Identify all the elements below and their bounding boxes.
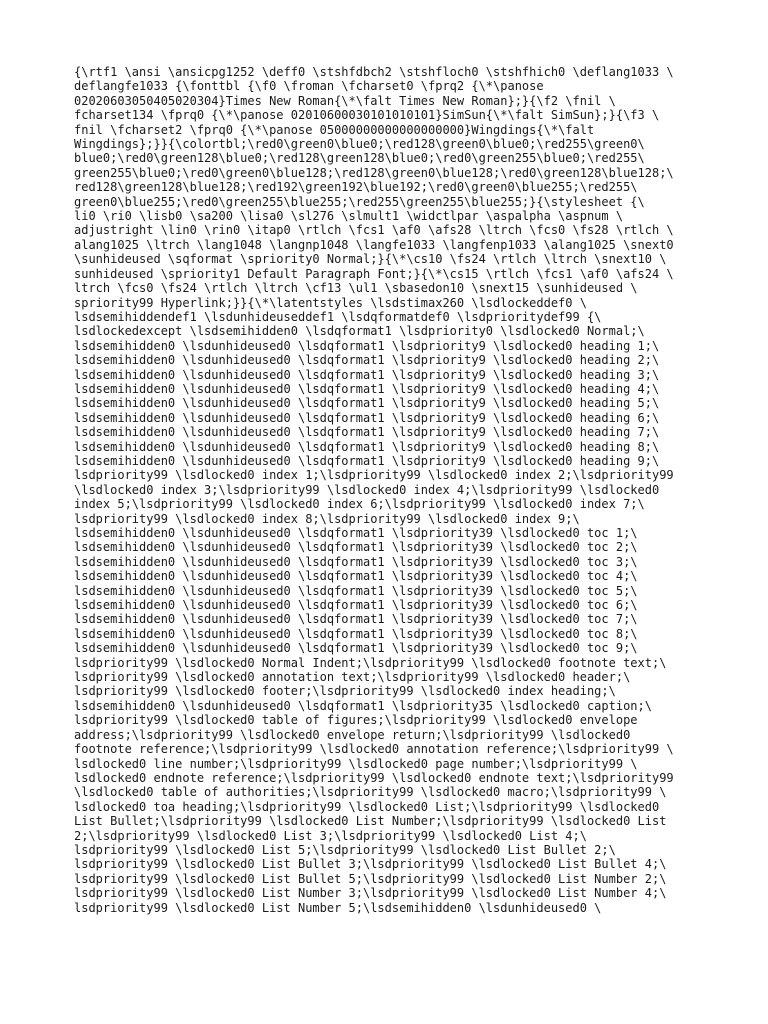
text-line: List Bullet;\lsdpriority99 \lsdlocked0 List Number;\lsdpriority99 \lsdlocked0 List [74, 814, 667, 829]
text-line: lsdsemihidden0 \lsdunhideused0 \lsdqformat1 \lsdpriority9 \lsdlocked0 heading 8;\ [74, 439, 660, 454]
text-line: index 5;\lsdpriority99 \lsdlocked0 index 6;\lsdpriority99 \lsdlocked0 index 7;\ [74, 497, 645, 512]
text-line: lsdpriority99 \lsdlocked0 List Number 3;\lsdpriority99 \lsdlocked0 List Number 4;\ [74, 886, 667, 901]
text-line: lsdsemihidden0 \lsdunhideused0 \lsdqformat1 \lsdpriority9 \lsdlocked0 heading 7;\ [74, 425, 660, 440]
text-line: lsdsemihidden0 \lsdunhideused0 \lsdqformat1 \lsdpriority39 \lsdlocked0 toc 2;\ [74, 540, 638, 555]
text-line: lsdsemihidden0 \lsdunhideused0 \lsdqformat1 \lsdpriority39 \lsdlocked0 toc 1;\ [74, 526, 638, 540]
text-line: li0 \ri0 \lisb0 \sa200 \lisa0 \sl276 \slmult1 \widctlpar \aspalpha \aspnum \ [74, 209, 624, 224]
text-line: sunhideused \spriority1 Default Paragraph Font;}{\*\cs15 \rtlch \fcs1 \af0 \afs24 \ [74, 266, 674, 281]
text-line: address;\lsdpriority99 \lsdlocked0 envelope return;\lsdpriority99 \lsdlocked0 [74, 727, 631, 742]
text-line: lsdsemihidden0 \lsdunhideused0 \lsdqformat1 \lsdpriority39 \lsdlocked0 toc 5;\ [74, 583, 638, 598]
text-line: lsdpriority99 \lsdlocked0 List Bullet 3;\lsdpriority99 \lsdlocked0 List Bullet 4;\ [74, 857, 667, 872]
text-line: lsdsemihidden0 \lsdunhideused0 \lsdqformat1 \lsdpriority9 \lsdlocked0 heading 4;\ [74, 381, 660, 396]
text-line: lsdpriority99 \lsdlocked0 Normal Indent;\lsdpriority99 \lsdlocked0 footnote text;\ [74, 655, 667, 670]
text-line: 02020603050405020304}Times New Roman{\*\falt Times New Roman};}{\f2 \fnil \ [74, 93, 616, 108]
text-line: lsdpriority99 \lsdlocked0 List Number 5;\lsdsemihidden0 \lsdunhideused0 \ [74, 900, 602, 915]
text-line: Wingdings};}}{\colortbl;\red0\green0\blue0;\red128\green0\blue0;\red255\green0\ [74, 137, 645, 152]
text-line: lsdlocked0 toa heading;\lsdpriority99 \lsdlocked0 List;\lsdpriority99 \lsdlocked0 [74, 799, 660, 814]
text-line: footnote reference;\lsdpriority99 \lsdlocked0 annotation reference;\lsdpriority99 \ [74, 742, 674, 757]
text-line: lsdpriority99 \lsdlocked0 annotation text;\lsdpriority99 \lsdlocked0 header;\ [74, 670, 631, 685]
text-line: lsdsemihidden0 \lsdunhideused0 \lsdqformat1 \lsdpriority9 \lsdlocked0 heading 1;\ [74, 338, 660, 353]
text-line: green255\blue0;\red0\green0\blue128;\red128\green0\blue128;\red0\green128\blue128;\ [74, 165, 674, 180]
text-line: lsdsemihidden0 \lsdunhideused0 \lsdqformat1 \lsdpriority9 \lsdlocked0 heading 9;\ [74, 453, 660, 468]
text-line: red128\green128\blue128;\red192\green192\blue192;\red0\green0\blue255;\red255\ [74, 180, 638, 195]
text-line: lsdsemihiddendef1 \lsdunhideuseddef1 \lsdqformatdef0 \lsdprioritydef99 {\ [74, 309, 602, 324]
text-line: blue0;\red0\green128\blue0;\red128\green128\blue0;\red0\green255\blue0;\red255\ [74, 151, 645, 166]
text-line: fnil \fcharset2 \fprq0 {\*\panose 05000000000000000000}Wingdings{\*\falt [74, 122, 595, 137]
text-line: lsdlockedexcept \lsdsemihidden0 \lsdqformat1 \lsdpriority0 \lsdlocked0 Normal;\ [74, 324, 645, 339]
text-line: lsdsemihidden0 \lsdunhideused0 \lsdqformat1 \lsdpriority35 \lsdlocked0 caption;\ [74, 698, 652, 713]
text-line: lsdlocked0 endnote reference;\lsdpriority99 \lsdlocked0 endnote text;\lsdpriority99 [74, 770, 674, 785]
text-line: \lsdlocked0 index 3;\lsdpriority99 \lsdlocked0 index 4;\lsdpriority99 \lsdlocked0 [74, 482, 660, 497]
text-line: lsdpriority99 \lsdlocked0 index 1;\lsdpriority99 \lsdlocked0 index 2;\lsdpriority99 [74, 468, 674, 483]
text-line: lsdsemihidden0 \lsdunhideused0 \lsdqformat1 \lsdpriority9 \lsdlocked0 heading 2;\ [74, 353, 660, 368]
text-line: lsdpriority99 \lsdlocked0 List 5;\lsdpriority99 \lsdlocked0 List Bullet 2;\ [74, 842, 616, 857]
rtf-source-text [74, 65, 714, 915]
text-line: \lsdlocked0 table of authorities;\lsdpriority99 \lsdlocked0 macro;\lsdpriority99 \ [74, 785, 667, 800]
text-line: lsdpriority99 \lsdlocked0 List Bullet 5;\lsdpriority99 \lsdlocked0 List Number 2;\ [74, 871, 667, 886]
text-line: lsdsemihidden0 \lsdunhideused0 \lsdqformat1 \lsdpriority39 \lsdlocked0 toc 4;\ [74, 569, 638, 584]
text-line: green0\blue255;\red0\green255\blue255;\red255\green255\blue255;}{\stylesheet {\ [74, 194, 645, 209]
text-line: fcharset134 \fprq0 {\*\panose 02010600030101010101}SimSun{\*\falt SimSun};}{\f3 \ [74, 108, 660, 123]
text-line: {\rtf1 \ansi \ansicpg1252 \deff0 \stshfdbch2 \stshfloch0 \stshfhich0 \deflang1033 \ [74, 65, 674, 79]
text-line: lsdsemihidden0 \lsdunhideused0 \lsdqformat1 \lsdpriority39 \lsdlocked0 toc 3;\ [74, 554, 638, 569]
text-line: lsdsemihidden0 \lsdunhideused0 \lsdqformat1 \lsdpriority39 \lsdlocked0 toc 9;\ [74, 641, 638, 656]
text-line: lsdsemihidden0 \lsdunhideused0 \lsdqformat1 \lsdpriority39 \lsdlocked0 toc 7;\ [74, 612, 638, 627]
text-line: lsdpriority99 \lsdlocked0 footer;\lsdpriority99 \lsdlocked0 index heading;\ [74, 684, 616, 699]
text-line: lsdsemihidden0 \lsdunhideused0 \lsdqformat1 \lsdpriority9 \lsdlocked0 heading 6;\ [74, 410, 660, 425]
text-line: lsdpriority99 \lsdlocked0 index 8;\lsdpriority99 \lsdlocked0 index 9;\ [74, 511, 580, 526]
text-line: lsdsemihidden0 \lsdunhideused0 \lsdqformat1 \lsdpriority9 \lsdlocked0 heading 5;\ [74, 396, 660, 411]
text-line: lsdsemihidden0 \lsdunhideused0 \lsdqformat1 \lsdpriority39 \lsdlocked0 toc 6;\ [74, 598, 638, 613]
text-line: deflangfe1033 {\fonttbl {\f0 \froman \fcharset0 \fprq2 {\*\panose [74, 79, 544, 94]
text-line: ltrch \fcs0 \fs24 \rtlch \ltrch \cf13 \ul1 \sbasedon10 \snext15 \sunhideused \ [74, 281, 638, 296]
text-line: alang1025 \ltrch \lang1048 \langnp1048 \langfe1033 \langfenp1033 \alang1025 \snext0 [74, 237, 674, 252]
text-line: lsdlocked0 line number;\lsdpriority99 \lsdlocked0 page number;\lsdpriority99 \ [74, 756, 638, 771]
text-line: lsdsemihidden0 \lsdunhideused0 \lsdqformat1 \lsdpriority39 \lsdlocked0 toc 8;\ [74, 626, 638, 641]
text-line: 2;\lsdpriority99 \lsdlocked0 List 3;\lsdpriority99 \lsdlocked0 List 4;\ [74, 828, 587, 843]
text-line: spriority99 Hyperlink;}}{\*\latentstyles \lsdstimax260 \lsdlockeddef0 \ [74, 295, 587, 310]
text-line: \sunhideused \sqformat \spriority0 Normal;}{\*\cs10 \fs24 \rtlch \ltrch \snext10 \ [74, 252, 667, 267]
text-line: lsdpriority99 \lsdlocked0 table of figures;\lsdpriority99 \lsdlocked0 envelope [74, 713, 638, 728]
text-line: lsdsemihidden0 \lsdunhideused0 \lsdqformat1 \lsdpriority9 \lsdlocked0 heading 3;\ [74, 367, 660, 382]
text-line: adjustright \lin0 \rin0 \itap0 \rtlch \fcs1 \af0 \afs28 \ltrch \fcs0 \fs28 \rtlch \ [74, 223, 674, 238]
